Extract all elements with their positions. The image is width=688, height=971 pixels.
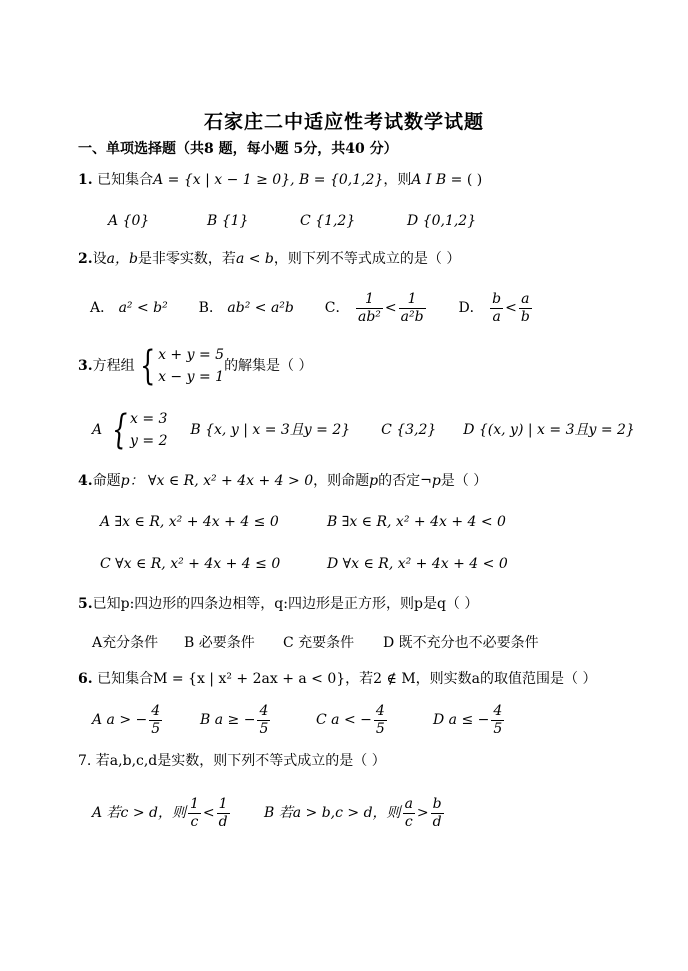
stem-text: ，则 [383,172,412,188]
q5-option-c: C 充要条件 [283,635,355,651]
page-title: 石家庄二中适应性考试数学试题 [203,111,484,133]
fraction: $\frac{4}{5}$ [493,702,503,737]
fraction: $\frac{1}{c}$ [190,795,199,830]
q5-option-b: B 必要条件 [184,635,255,651]
equation-system: x + y = 5 x − y = 1 [158,347,225,385]
q7-option-b: B 若a > b,c > d，则 $\frac{a}{c}$ > $\frac{b}{d}$ [264,795,442,830]
option-label: D． [458,300,484,316]
stem-text: 方程组 [92,358,135,374]
stem-math: a < b [235,251,274,267]
q1-option-c: C {1,2} [300,213,356,229]
option-label: A． [90,300,115,316]
q2-option-b: ab² < a²b [227,300,294,316]
q4-option-c: C ∀x ∈ R, x² + 4x + 4 ≤ 0 [100,556,281,572]
q3-option-a-label: A [92,422,103,438]
q3-option-d: D {(x, y) | x = 3且y = 2} [463,422,635,438]
q6-option-a: A a > − $\frac{4}{5}$ [92,702,161,737]
option-label: C． [324,300,350,316]
q6-option-c: C a < − $\frac{4}{5}$ [316,702,385,737]
stem-math: A I B [411,172,447,188]
question-number: 2. [78,251,93,267]
q4-option-a: A ∃x ∈ R, x² + 4x + 4 ≤ 0 [100,514,279,530]
stem-text: 的解集是（ ） [224,358,313,374]
q3-option-b: B {x, y | x = 3且y = 2} [190,422,351,438]
stem-text: 设 [92,251,107,267]
stem-text: 已知集合M = {x | x² + 2ax + a < 0}，若2 ∉ M，则实数a的取值范围是（ ） [92,671,597,687]
section-heading: 一、单项选择题（共8 题，每小题 5分，共40 分） [78,141,398,157]
stem-text: 命题 [92,473,121,489]
fraction: $\frac{4}{5}$ [151,702,161,737]
q1-option-a: A {0} [108,213,150,229]
question-3-stem [78,343,313,389]
question-6-stem [78,670,596,688]
question-5-stem [78,595,478,613]
fraction: $\frac{a}{b}$ [520,290,530,325]
fraction: $\frac{b}{d}$ [432,795,442,830]
question-2-stem [78,250,460,268]
question-7-stem [78,752,386,770]
question-number: 1. [78,172,93,188]
fraction: $\frac{b}{a}$ [492,290,502,325]
stem-text: 是非零实数，若 [137,251,236,267]
question-number: 5. [78,596,93,612]
stem-text: = ( ) [450,172,483,188]
q6-option-d: D a ≤ − $\frac{4}{5}$ [433,702,503,737]
stem-text: 是（ ） [440,473,488,489]
fraction: $\frac{4}{5}$ [259,702,269,737]
stem-math: p [369,473,379,489]
stem-text: 已知p:四边形的四条边相等，q:四边形是正方形，则p是q（ ） [92,596,479,612]
q2-option-a: a² < b² [118,300,168,316]
stem-math: a，b [106,251,138,267]
question-number: 6. [78,671,93,687]
question-number: 4. [78,473,93,489]
stem-math: ∀x ∈ R, x² + 4x + 4 > 0 [148,473,314,489]
question-4-stem [78,472,487,490]
fraction: $\frac{a}{c}$ [404,795,413,830]
fraction: $\frac{1}{\text{ab²}}$ [357,290,381,325]
q7-option-a: A 若c > d，则 $\frac{1}{c}$ < $\frac{1}{d}$ [92,795,228,830]
q3-options [92,407,635,453]
stem-math: p： [120,473,144,489]
option-label: B． [198,300,223,316]
fraction: $\frac{4}{5}$ [375,702,385,737]
stem-text: 已知集合 [97,172,154,188]
fraction: $\frac{1}{d}$ [218,795,228,830]
q4-option-d: D ∀x ∈ R, x² + 4x + 4 < 0 [327,556,508,572]
question-number: 7. [78,753,92,769]
stem-text: ，则下列不等式成立的是（ ） [273,251,461,267]
stem-text: ，则命题 [313,473,370,489]
fraction: $\frac{1}{\text{a²b}}$ [400,290,424,325]
q1-option-d: D {0,1,2} [407,213,477,229]
q5-option-d: D 既不充分也不必要条件 [383,635,539,651]
q4-option-b: B ∃x ∈ R, x² + 4x + 4 < 0 [327,514,506,530]
stem-math: A = {x | x − 1 ≥ 0}, B = {0,1,2} [153,172,384,188]
question-number: 3. [78,358,93,374]
q5-option-a: A充分条件 [92,635,159,651]
q3-option-a: x = 3 y = 2 [130,411,168,449]
brace-icon: { [139,343,155,389]
stem-text: 的否定 [378,473,421,489]
q2-options: A． a² < b² B． ab² < a²b C． $\frac{1}{\text{ab²}}$ < $\frac{1}{\text{a²b}}$ D． $\frac{b}{a}$ < $\frac{a}{b}$ [90,290,530,325]
question-1-stem [78,171,482,189]
q3-option-c: C {3,2} [381,422,437,438]
stem-math: ¬p [420,473,441,489]
q6-option-b: B a ≥ − $\frac{4}{5}$ [200,702,269,737]
brace-icon: { [111,407,127,453]
q1-option-b: B {1} [207,213,249,229]
stem-text: 若a,b,c,d是实数，则下列不等式成立的是（ ） [91,753,386,769]
